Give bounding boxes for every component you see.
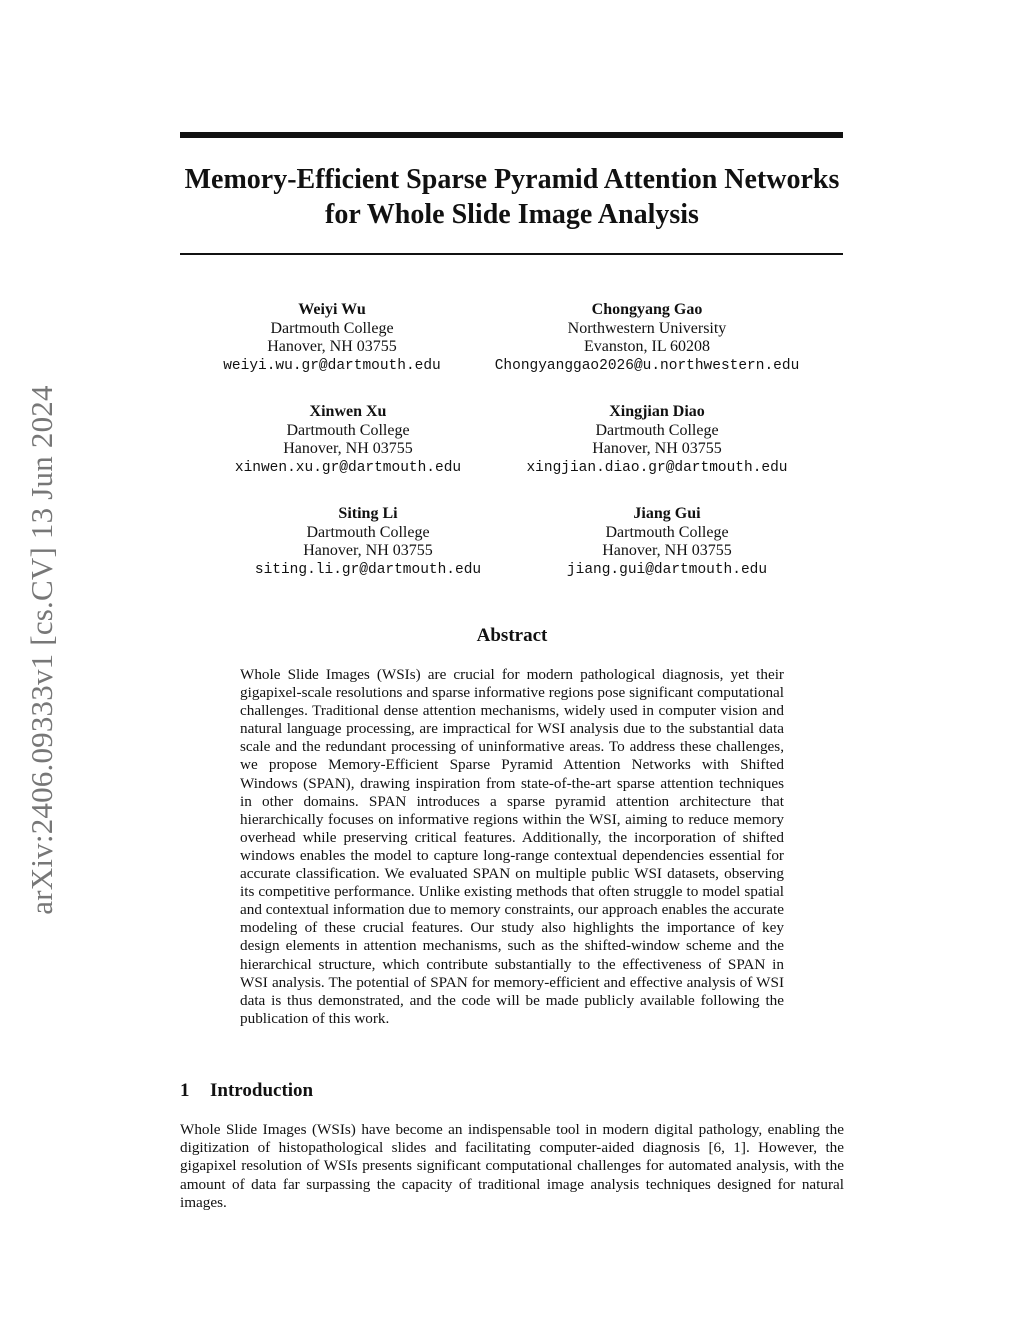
author-email[interactable]: Chongyanggao2026@u.northwestern.edu [494,357,800,374]
author-affiliation: Dartmouth College [605,523,729,541]
author-affiliation: Dartmouth College [270,319,394,337]
author-block [437,301,857,375]
title-top-rule [180,132,843,138]
author-name: Jiang Gui [633,505,701,522]
arxiv-identifier-sidebar [12,360,72,940]
title-line-1: Memory-Efficient Sparse Pyramid Attention Networks [184,164,840,195]
author-name: Xingjian Diao [609,403,705,420]
author-address: Hanover, NH 03755 [283,440,413,457]
author-email[interactable]: xinwen.xu.gr@dartmouth.edu [234,459,462,476]
section-number: 1 [180,1080,190,1101]
author-address: Hanover, NH 03755 [303,542,433,559]
author-address: Hanover, NH 03755 [592,440,722,457]
author-affiliation: Northwestern University [567,319,727,337]
author-email[interactable]: xingjian.diao.gr@dartmouth.edu [526,459,788,476]
author-name: Xinwen Xu [309,403,387,420]
abstract-text: Whole Slide Images (WSIs) are crucial for modern pathological diagnosis, yet their gigapixel-scale resolutions and sparse informative regions pose significant computational challenges. Traditional dense attention mechanisms, widely used in computer vision and natural language processing, are impractical for WSI analysis due to the substantial data scale and the redundant processing of uninformative areas. To address these challenges, we propose Memory-Efficient Sparse Pyramid Attention Networks with Shifted Windows (SPAN), drawing inspiration from state-of-the-art sparse attention techniques in other domains. SPAN introduces a sparse pyramid attention architecture that hierarchically focuses on informative regions within the WSI, aiming to reduce memory overhead while preserving critical features. Additionally, the incorporation of shifted windows enables the model to capture long-range contextual dependencies essential for accurate classification. We evaluated SPAN on multiple public WSI datasets, observing its competitive performance. Unlike existing methods that often struggle to model spatial and contextual information due to memory constraints, our approach enables the accurate modeling of these crucial features. Our study also highlights the importance of key design elements in attention mechanisms, such as the shifted-window scheme and the hierarchical structure, which contribute substantially to the effectiveness of SPAN in WSI analysis. The potential of SPAN for memory-efficient and effective analysis of WSI data is thus demonstrated, and the code will be made publicly available following the publication of this work. [240,666,784,1027]
author-address: Hanover, NH 03755 [267,338,397,355]
title-bottom-rule [180,253,843,255]
author-address: Evanston, IL 60208 [583,338,711,355]
abstract-heading: Abstract [476,625,548,646]
author-block [447,403,867,477]
author-affiliation: Dartmouth College [306,523,430,541]
author-email[interactable]: jiang.gui@dartmouth.edu [566,561,768,578]
author-name: Weiyi Wu [298,301,366,318]
paper-title [150,162,874,232]
author-name: Siting Li [338,505,398,522]
author-name: Chongyang Gao [591,301,703,318]
arxiv-identifier: arXiv:2406.09333v1 [cs.CV] 13 Jun 2024 [24,385,59,915]
author-affiliation: Dartmouth College [595,421,719,439]
author-address: Hanover, NH 03755 [602,542,732,559]
author-affiliation: Dartmouth College [286,421,410,439]
author-email[interactable]: weiyi.wu.gr@dartmouth.edu [223,357,441,374]
section-title: Introduction [210,1080,314,1101]
title-line-2: for Whole Slide Image Analysis [325,199,699,230]
author-block [457,505,877,579]
author-email[interactable]: siting.li.gr@dartmouth.edu [254,561,482,578]
section-heading-introduction [180,1080,313,1102]
introduction-text: Whole Slide Images (WSIs) have become an indispensable tool in modern digital pathology, enabling the digitization of histopathological slides and facilitating computer-aided diagnosis [6, 1]. However, the gigapixel resolution of WSIs presents significant computational challenges for automated analysis, with the amount of data far surpassing the capacity of traditional image analysis techniques designed for natural images. [180,1121,844,1211]
